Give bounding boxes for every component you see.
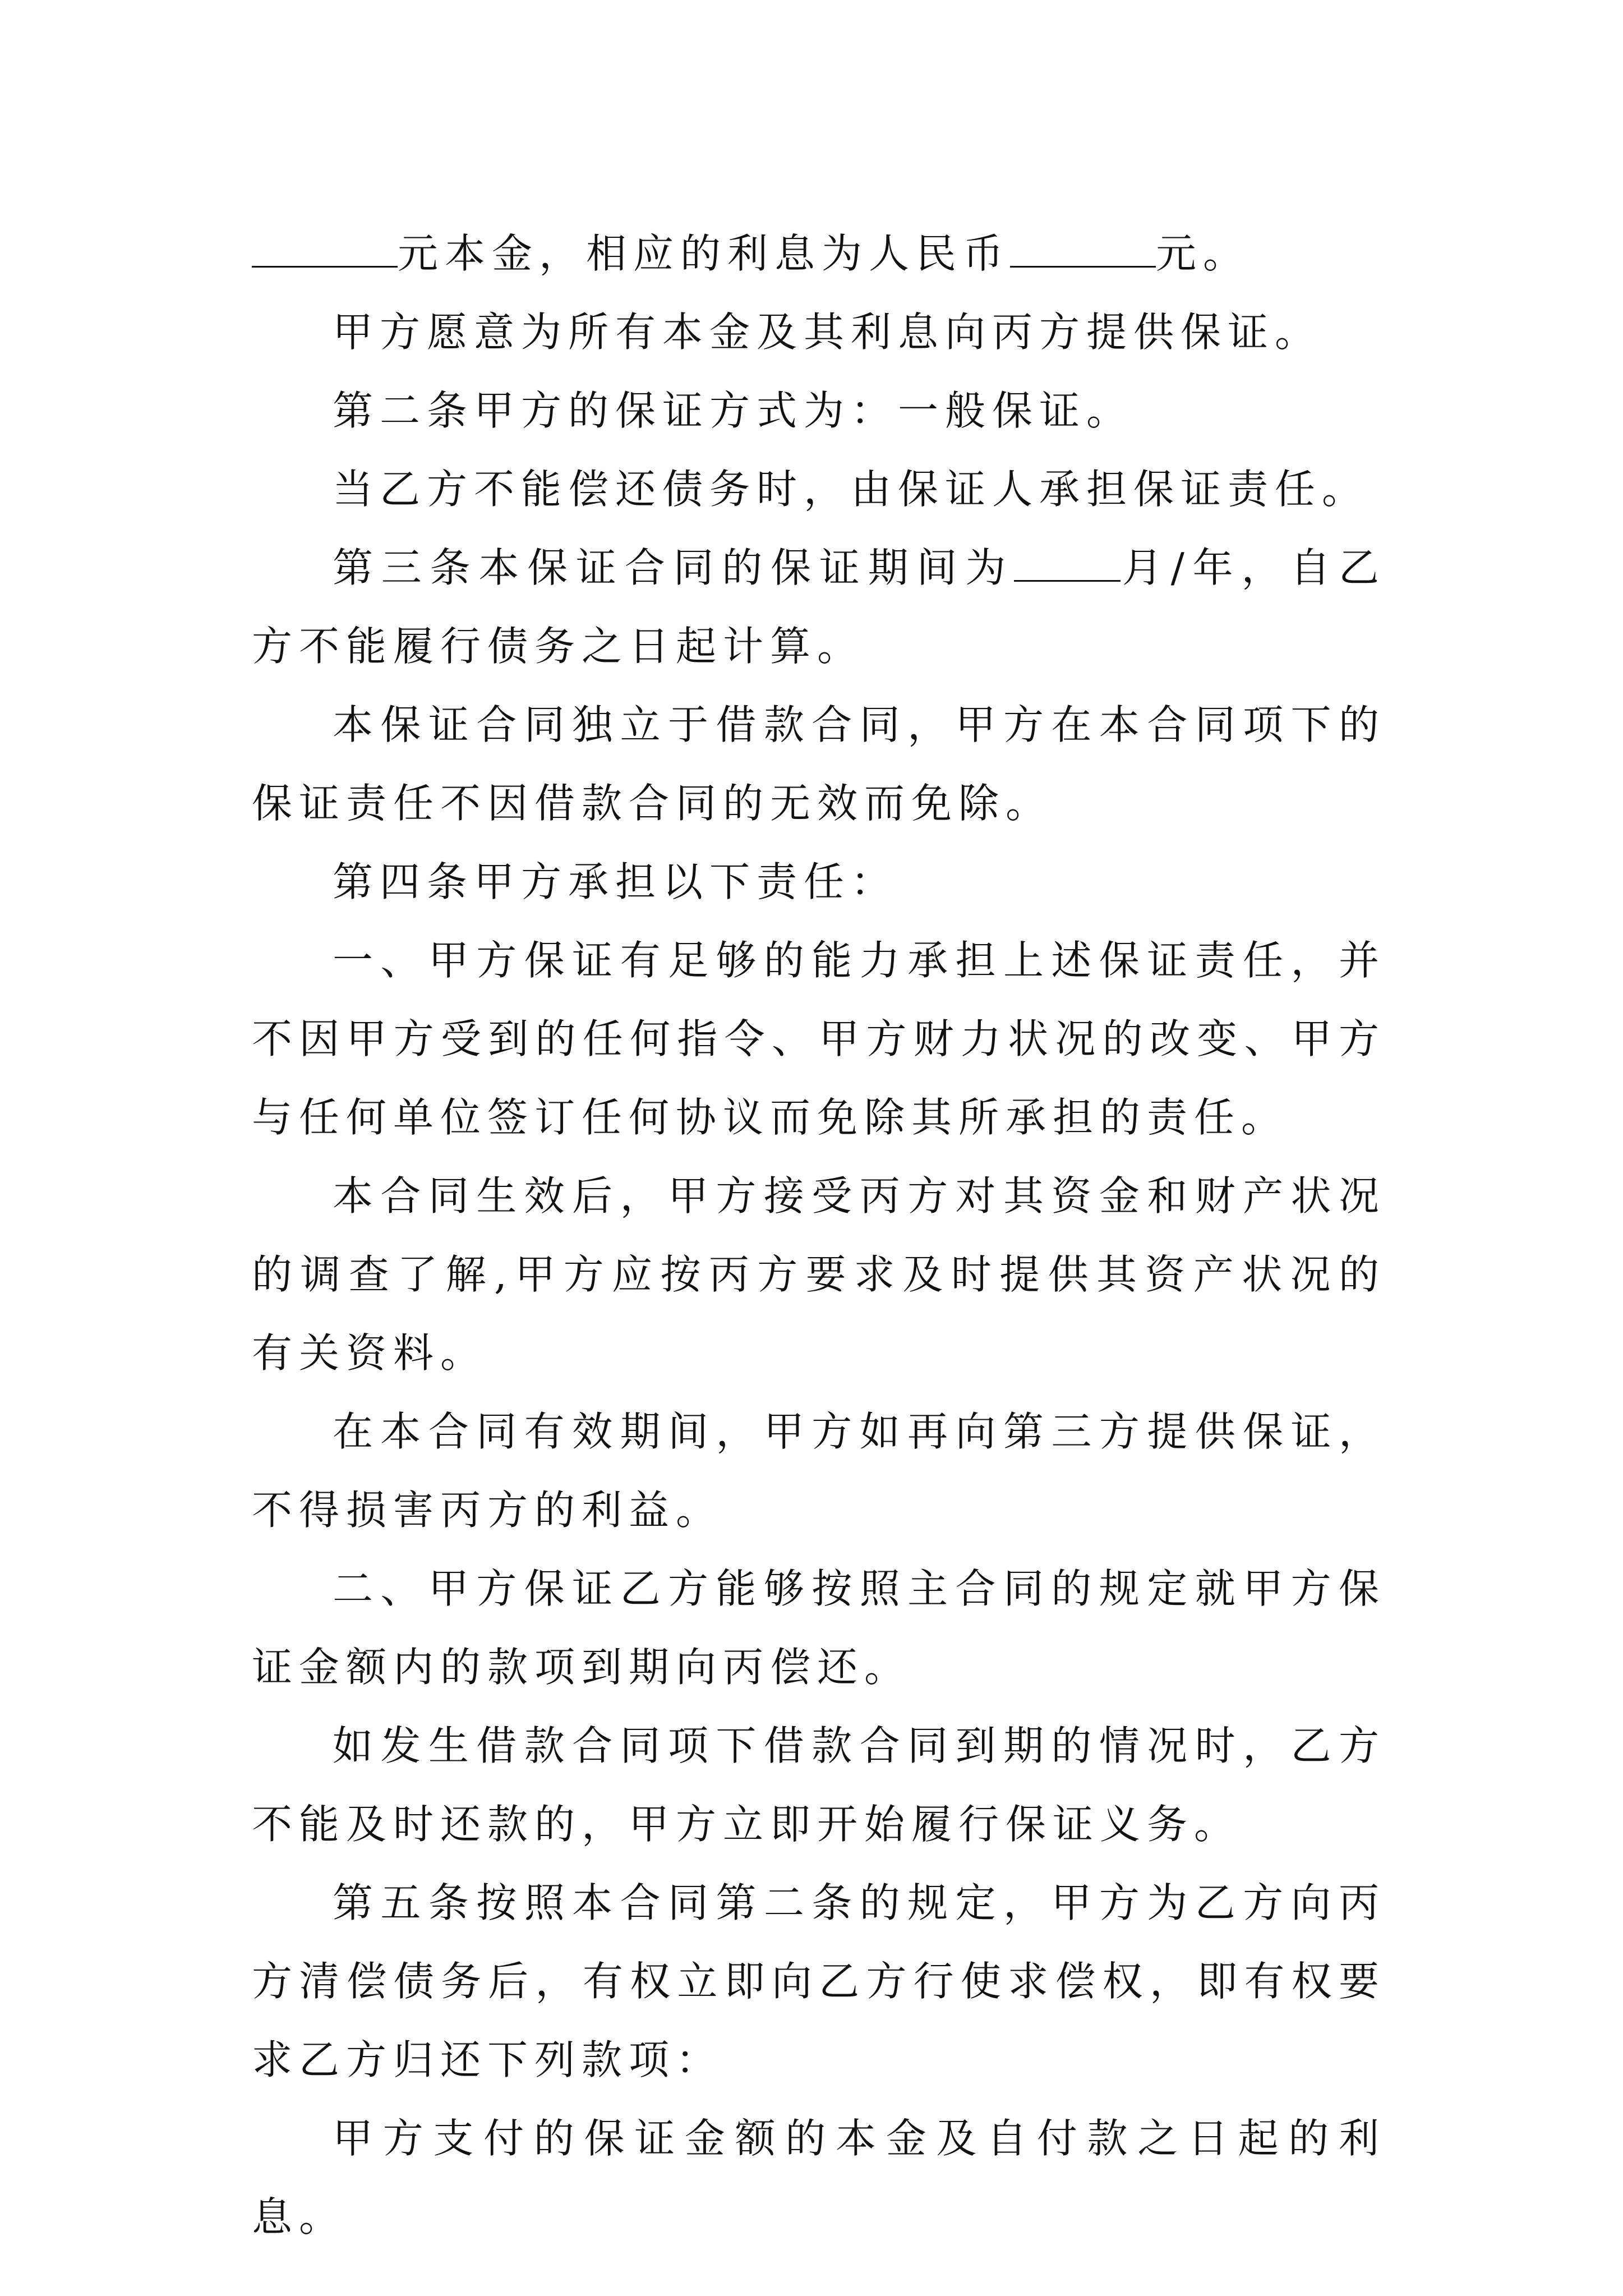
paragraph-text: 月/年，自乙方不能履行债务之日起计算。 [252,544,1386,670]
paragraph-text: 第二条甲方的保证方式为：一般保证。 [333,387,1134,434]
paragraph-article-4 [252,843,1386,921]
paragraph-article-2 [252,371,1386,450]
paragraph-text: 第三条本保证合同的保证期间为 [333,544,1015,591]
amount-blank [252,229,398,268]
paragraph-text: 当乙方不能偿还债务时，由保证人承担保证责任。 [333,466,1370,513]
paragraph-text: 甲方愿意为所有本金及其利息向丙方提供保证。 [333,309,1322,356]
paragraph-default [252,1706,1386,1864]
paragraph-guarantee-intent [252,293,1386,371]
paragraph-text: 元。 [1156,230,1251,277]
paragraph-text: 本保证合同独立于借款合同，甲方在本合同项下的保证责任不因借款合同的无效而免除。 [252,701,1386,827]
paragraph-text: 如发生借款合同项下借款合同到期的情况时，乙方不能及时还款的，甲方立即开始履行保证义务。 [252,1722,1386,1848]
paragraph-text: 元本金，相应的利息为人民币 [398,230,1011,277]
paragraph-text: 一、甲方保证有足够的能力承担上述保证责任，并不因甲方受到的任何指令、甲方财力状况的改变、甲方与任何单位签订任何协议而免除其所承担的责任。 [252,937,1386,1141]
paragraph-third-party [252,1392,1386,1549]
paragraph-text: 甲方支付的保证金额的本金及自付款之日起的利息。 [252,2115,1386,2240]
paragraph-principal-interest [252,214,1386,293]
paragraph-text: 在本合同有效期间，甲方如再向第三方提供保证，不得损害丙方的利益。 [252,1408,1386,1534]
paragraph-article-5 [252,1864,1386,2099]
paragraph-text: 第五条按照本合同第二条的规定，甲方为乙方向丙方清偿债务后，有权立即向乙方行使求偿权，即有权要求乙方归还下列款项： [252,1879,1386,2083]
paragraph-repayment [252,2099,1386,2256]
paragraph-text: 第四条甲方承担以下责任： [333,858,898,905]
paragraph-text: 二、甲方保证乙方能够按照主合同的规定就甲方保证金额内的款项到期向丙偿还。 [252,1565,1386,1691]
period-blank [1014,543,1121,582]
paragraph-guarantor-liability [252,450,1386,528]
paragraph-independence [252,685,1386,843]
paragraph-item-2 [252,1549,1386,1706]
paragraph-item-1 [252,921,1386,1157]
paragraph-investigation [252,1157,1386,1392]
interest-blank [1010,229,1156,268]
contract-body [252,214,1386,2256]
paragraph-text: 本合同生效后，甲方接受丙方对其资金和财产状况的调查了解,甲方应按丙方要求及时提供其资产状况的有关资料。 [252,1172,1386,1377]
paragraph-article-3 [252,528,1386,685]
